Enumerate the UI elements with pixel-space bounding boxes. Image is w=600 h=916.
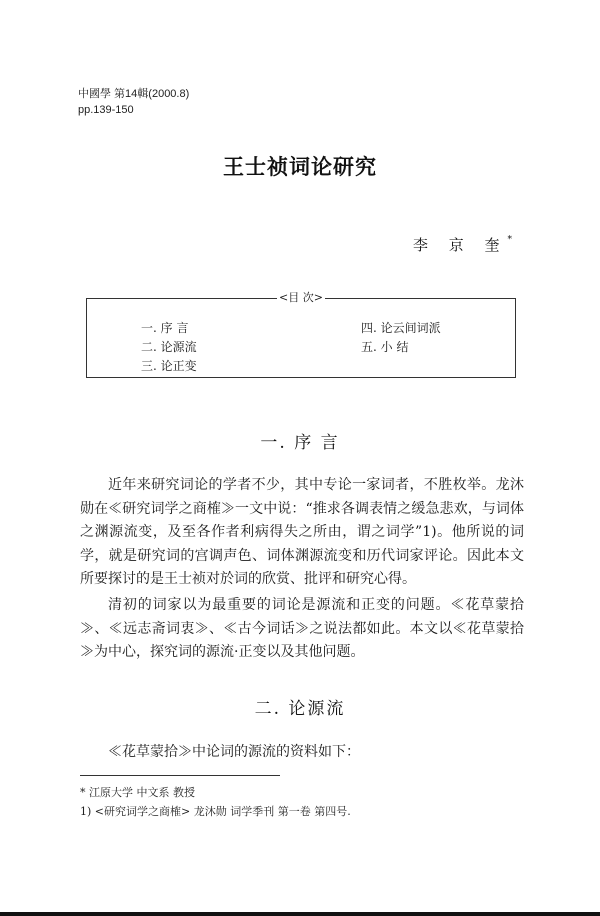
journal-info (78, 86, 189, 118)
author-name: 李 京 奎 (412, 236, 508, 254)
page-range: pp.139-150 (78, 104, 134, 116)
author-line (413, 234, 512, 255)
toc-item: 一. 序 言 (141, 321, 189, 335)
body-paragraph: 近年来研究词论的学者不少，其中专论一家词者，不胜枚举。龙沐勋在≪研究词学之商榷≫一文中说：“推求各调表情之缓急悲欢，与词体之渊源流变，及至各作者利病得失之所由，谓之词学”1)。他所说的词学，就是研究词的宫调声色、词体渊源流变和历代词家评论。因此本文所要探讨的是王士祯对於词的欣赏、批评和研究心得。 (80, 477, 524, 587)
scan-edge (0, 912, 600, 916)
article-title: 王士祯词论研究 (223, 154, 377, 179)
body-paragraph: 清初的词家以为最重要的词论是源流和正变的问题。≪花草蒙拾≫、≪远志斋词衷≫、≪古今词话≫之说法都如此。本文以≪花草蒙拾≫为中心，探究词的源流·正变以及其他问题。 (80, 597, 524, 660)
journal-issue: 中國學 第14輯(2000.8) (78, 88, 190, 100)
footnote: 1) <研究词学之商榷> 龙沐勋 词学季刊 第一卷 第四号. (80, 805, 351, 818)
section-heading: 一. 序 言 (260, 433, 340, 453)
toc-heading: <目 次> (279, 291, 323, 304)
toc-item: 五. 小 结 (361, 340, 409, 354)
toc-item: 三. 论正变 (141, 359, 197, 373)
footnotes (80, 783, 351, 821)
footnote: * 江原大学 中文系 教授 (80, 786, 195, 799)
toc-item: 四. 论云间词派 (361, 321, 441, 335)
author-footnote-mark: * (507, 235, 512, 245)
body-paragraph: ≪花草蒙拾≫中论词的源流的资料如下： (108, 744, 360, 760)
table-of-contents (86, 291, 516, 378)
toc-item: 二. 论源流 (141, 340, 197, 354)
section-heading: 二. 论源流 (254, 699, 346, 719)
footnote-divider (80, 775, 280, 776)
